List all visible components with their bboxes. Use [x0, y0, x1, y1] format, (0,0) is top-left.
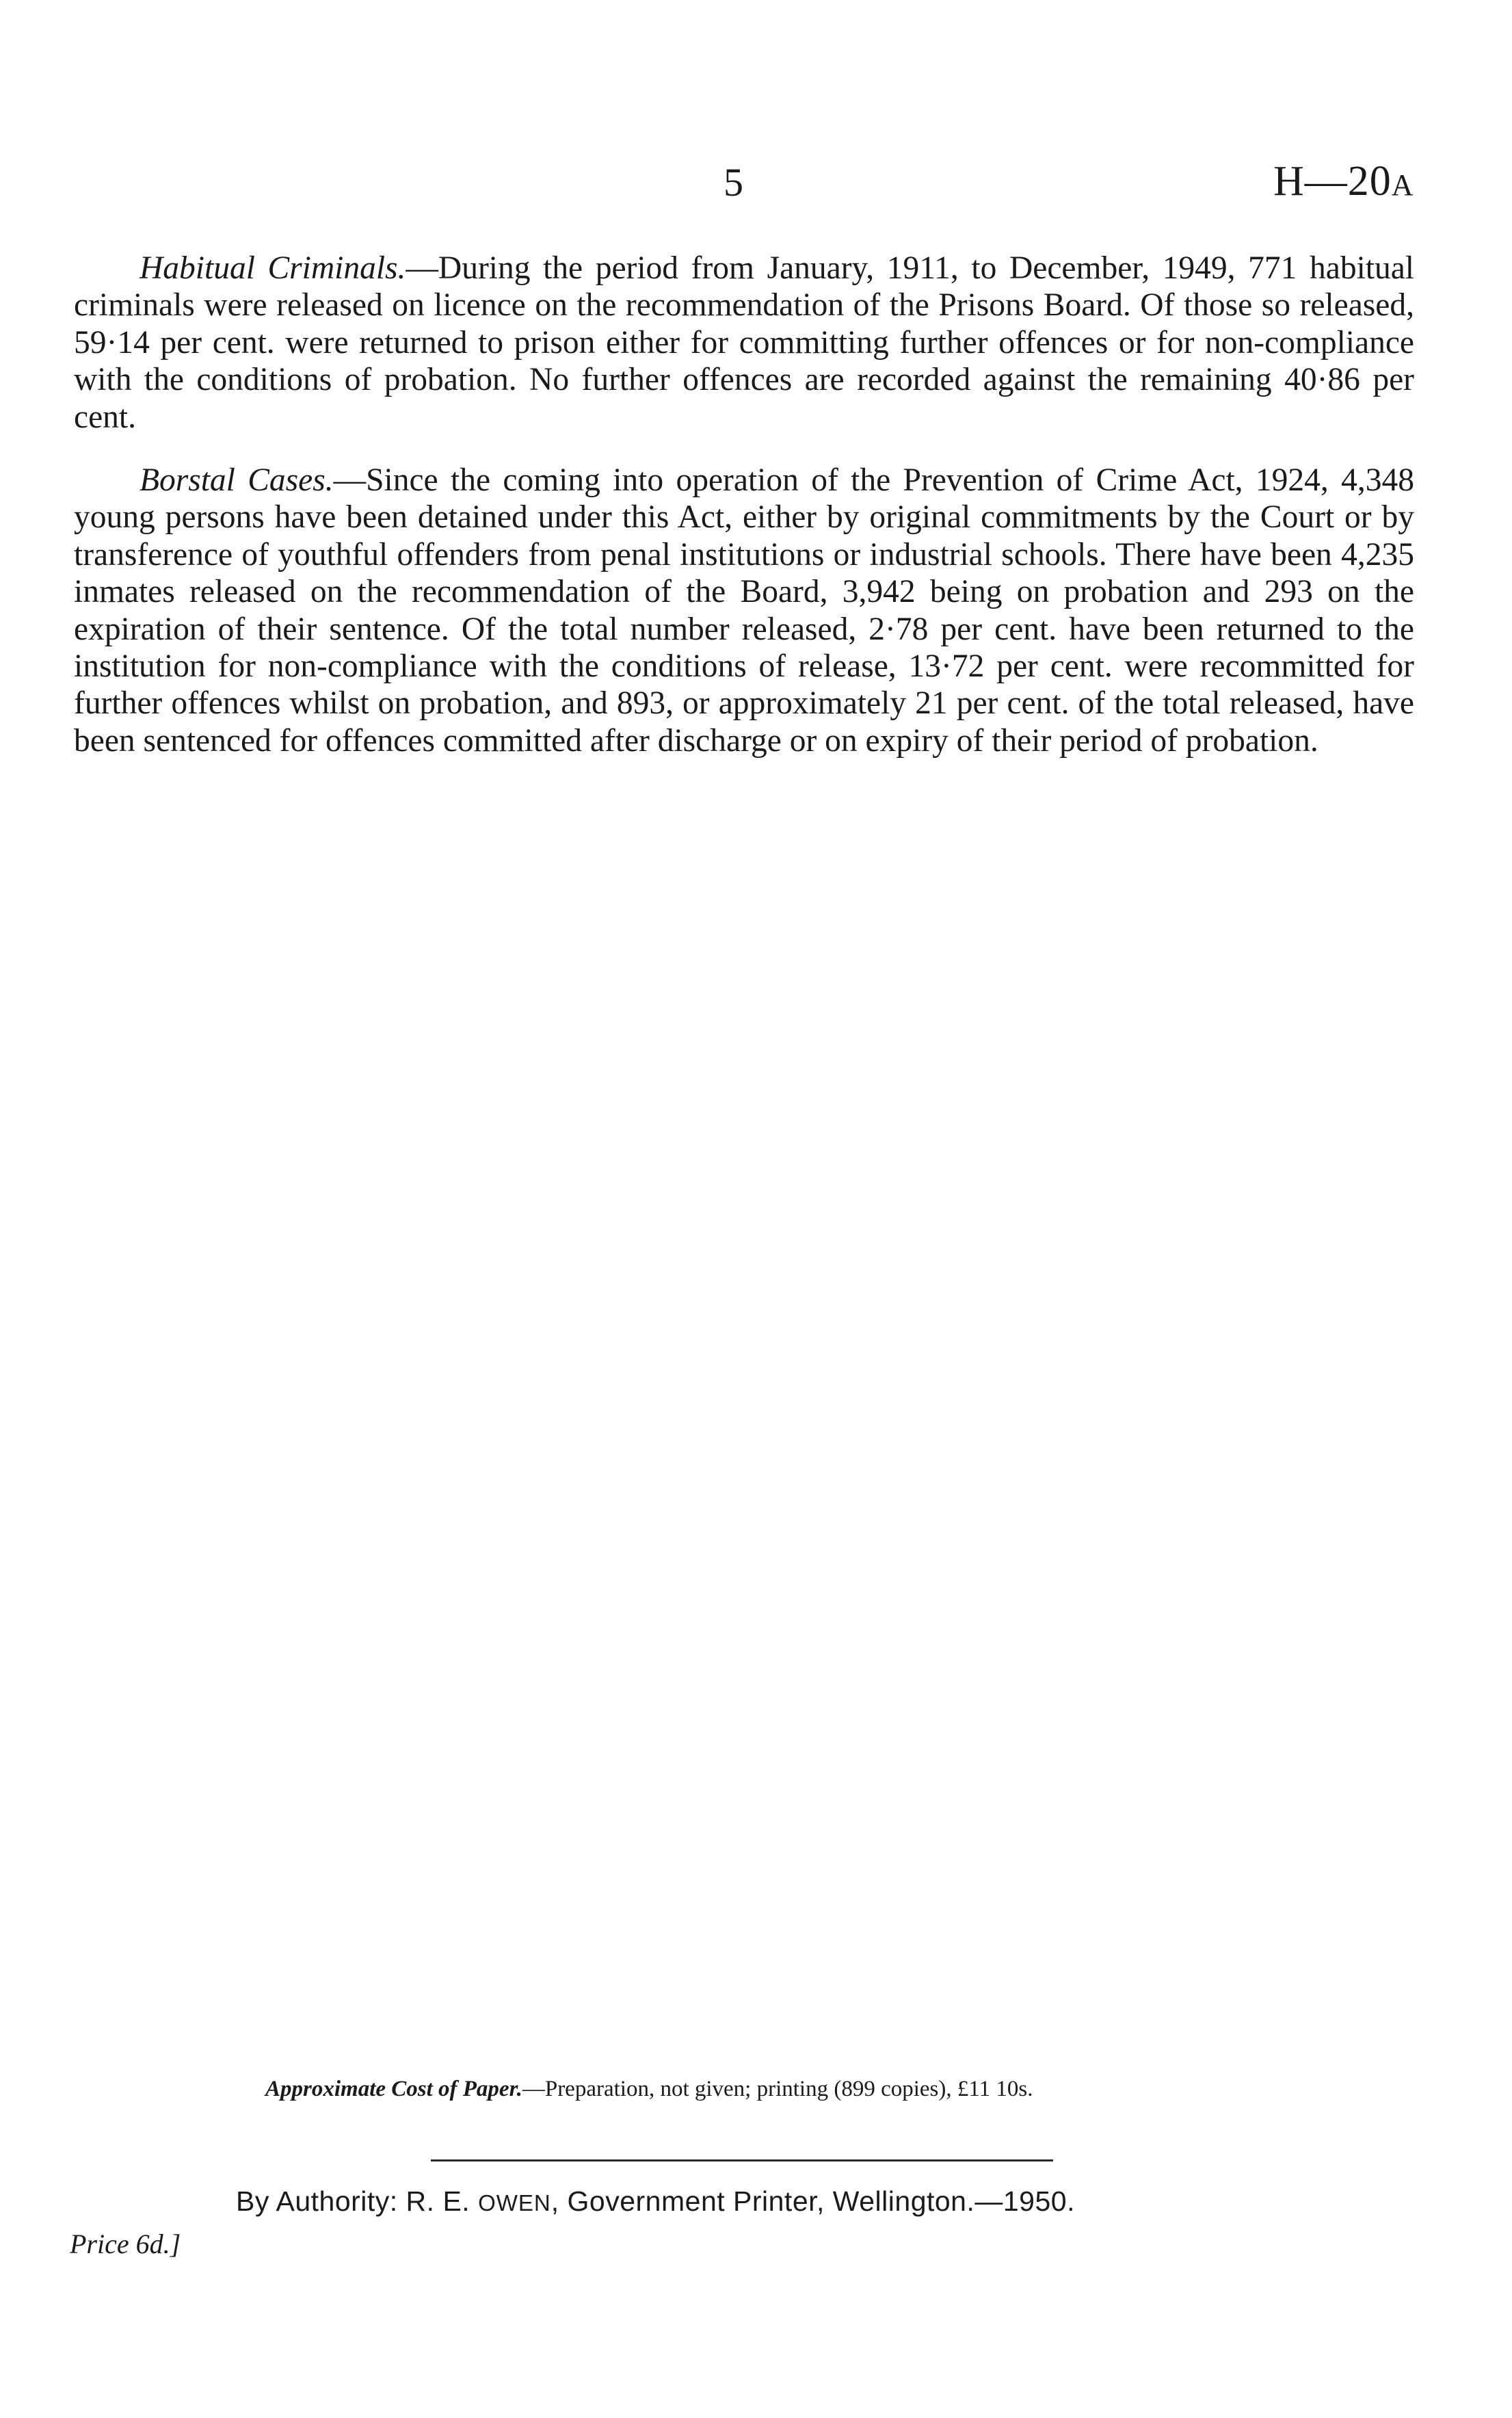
paragraph-text: —Since the coming into operation of the Prevention of Crime Act, 1924, 4,348 young persons have been detained under this Act, either by original commitments by the Court or by transference of youthful offenders from penal institutions or industrial schools. There have been 4,235 inmates released on the recommendation of the Board, 3,942 being on probation and 293 on the expiration of their sentence. Of the total number released, 2·78 per cent. have been returned to the institution for non-compliance with the conditions of release, 13·72 per cent. were recommitted for further offences whilst on probation, and 893, or approximately 21 per cent. of the total released, have been sentenced for offences committed after discharge or on expiry of their period of probation. [74, 462, 1414, 759]
paragraph-heading: Habitual Criminals. [140, 250, 406, 286]
page-number: 5 [724, 160, 743, 205]
paragraph-text: —During the period from January, 1911, to December, 1949, 771 habitual criminals were released on licence on the recommendation of the Prisons Board. Of those so released, 59·14 per cent. were returned to prison either for committing further offences or for non-compliance with the conditions of probation. No further offences are recorded against the remaining 40·86 per cent. [74, 250, 1414, 435]
authority-suffix: , Government Printer, Wellington.—1950. [551, 2185, 1075, 2217]
cost-of-paper-text: —Preparation, not given; printing (899 copies), £11 10s. [522, 2077, 1033, 2101]
paragraph-habitual-criminals [74, 250, 1414, 436]
paragraph-borstal-cases [74, 462, 1414, 759]
document-reference-suffix: A [1391, 168, 1414, 202]
cost-of-paper-heading: Approximate Cost of Paper. [265, 2077, 522, 2101]
paragraph-heading: Borstal Cases. [140, 462, 334, 498]
price-note: Price 6d.] [70, 2229, 181, 2259]
document-reference [1273, 158, 1414, 205]
footer-divider [431, 2159, 1053, 2161]
printer-name: OWEN [478, 2190, 551, 2216]
document-reference-main: H—20 [1273, 158, 1392, 205]
printer-authority-line [236, 2184, 1075, 2220]
authority-prefix: By Authority: R. E. [236, 2185, 479, 2217]
cost-of-paper-note [265, 2075, 1223, 2103]
